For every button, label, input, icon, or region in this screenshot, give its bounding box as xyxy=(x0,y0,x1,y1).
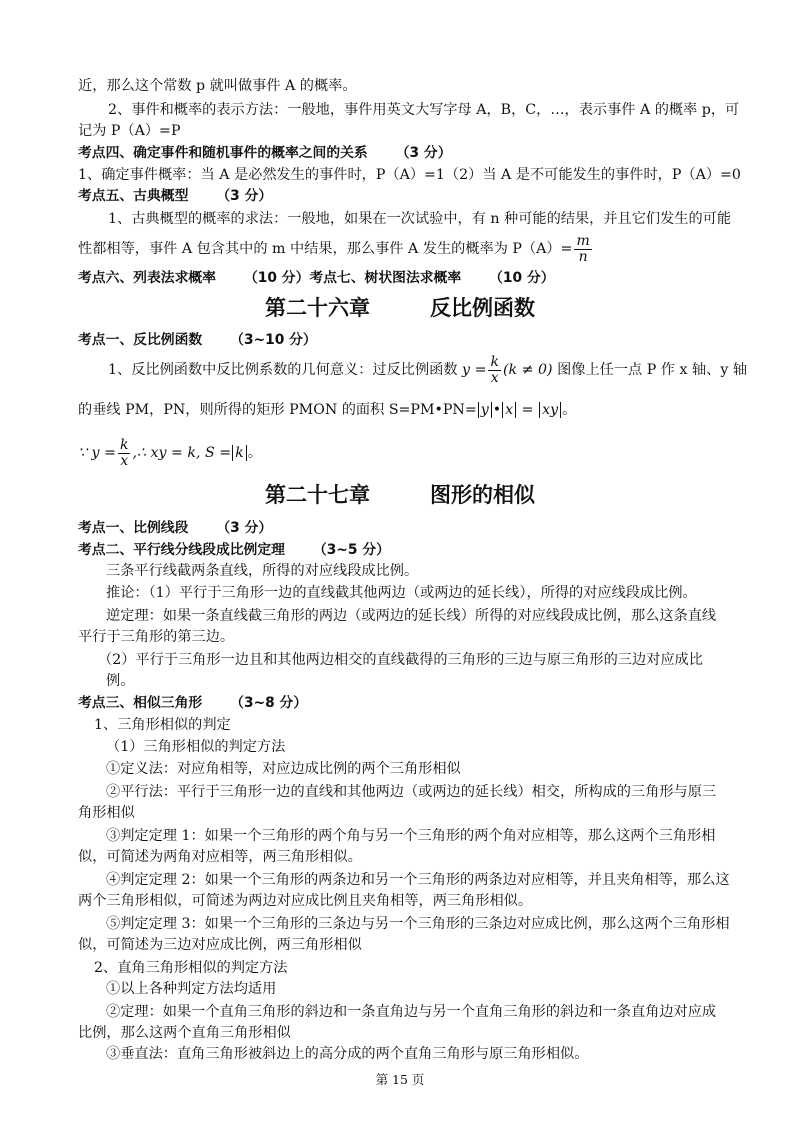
text-line: 1、确定事件概率：当 A 是必然发生的事件时，P（A）=1（2）当 A 是不可能发生的事件时，P（A）=0 xyxy=(78,167,741,183)
text-line: 近，那么这个常数 p 就叫做事件 A 的概率。 xyxy=(78,78,357,94)
text-line: ∵ y = $\frac{k}{x}$ ,∴ xy = k, S = k 。 xyxy=(78,436,262,469)
text-line: 平行于三角形的第三边。 xyxy=(78,629,235,645)
chapter-title: 第二十六章 反比例函数 xyxy=(265,296,535,320)
text-line: 比例，那么这两个直角三角形相似 xyxy=(78,1025,291,1041)
text-line: 例。 xyxy=(106,673,135,689)
text-line: ⑤判定定理 3：如果一个三角形的三条边与另一个三角形的三条边对应成比例，那么这两个三角形相 xyxy=(106,916,730,932)
text-line: 两个三角形相似，可简述为两边对应成比例且夹角相等，两三角形相似。 xyxy=(78,893,533,909)
text-line: （2）平行于三角形一边且和其他两边相交的直线截得的三角形的三边与原三角形的三边对应成比 xyxy=(98,652,703,668)
text-line: 1、三角形相似的判定 xyxy=(94,717,231,733)
text-line: 三条平行线截两条直线，所得的对应线段成比例。 xyxy=(106,563,419,579)
text-line: 性都相等，事件 A 包含其中的 m 中结果，那么事件 A 发生的概率为 P（A）= $\frac{m}{n}$ xyxy=(78,232,590,265)
section-heading: 考点二、平行线分线段成比例定理 （3~5 分） xyxy=(78,542,390,558)
text-line: ①定义法：对应角相等，对应边成比例的两个三角形相似 xyxy=(106,761,461,777)
text-line: ②定理：如果一个直角三角形的斜边和一条直角边与另一个直角三角形的斜边和一条直角边对应成 xyxy=(106,1004,717,1020)
text-line: 似，可简述为三边对应成比例，两三角形相似 xyxy=(78,937,362,953)
probability-fraction: $\frac{m}{n}$ xyxy=(576,232,590,265)
inverse-fraction: $\frac{k}{x}$ xyxy=(490,353,499,386)
section-heading: 考点一、反比例函数 （3~10 分） xyxy=(78,332,317,348)
section-heading: 考点六、列表法求概率 （10 分）考点七、树状图法求概率 （10 分） xyxy=(78,270,555,286)
text-line: 的垂线 PM，PN，则所得的矩形 PMON 的面积 S=PM•PN= y • x = xy 。 xyxy=(78,402,577,418)
chapter-title: 第二十七章 图形的相似 xyxy=(265,483,535,507)
text-line: （1）三角形相似的判定方法 xyxy=(106,739,286,755)
text-line: ④判定定理 2：如果一个三角形的两条边和另一个三角形的两条边对应相等，并且夹角相等，那么这 xyxy=(106,872,730,888)
text-line: 逆定理：如果一条直线截三角形的两边（或两边的延长线）所得的对应线段成比例，那么这条直线 xyxy=(106,608,717,624)
text-line: 记为 P（A）=P xyxy=(78,123,181,139)
text-line: ②平行法：平行于三角形一边的直线和其他两边（或两边的延长线）相交，所构成的三角形与原三 xyxy=(106,784,717,800)
text-line: 1、古典概型的概率的求法：一般地，如果在一次试验中，有 n 种可能的结果，并且它们发生的可能 xyxy=(108,211,732,227)
page-number: 第 15 页 xyxy=(375,1072,425,1087)
text-line: 2、直角三角形相似的判定方法 xyxy=(94,960,288,976)
text-line: 似，可简述为两角对应相等，两三角形相似。 xyxy=(78,849,362,865)
text-line: ③垂直法：直角三角形被斜边上的高分成的两个直角三角形与原三角形相似。 xyxy=(106,1046,589,1062)
text-line: ①以上各种判定方法均适用 xyxy=(106,981,277,997)
text-line: ③判定定理 1：如果一个三角形的两个角与另一个三角形的两个角对应相等，那么这两个三角形相 xyxy=(106,828,716,844)
text-line: 1、反比例函数中反比例系数的几何意义：过反比例函数 y = $\frac{k}{x}$ (k ≠ 0) 图像上任一点 P 作 x 轴、y 轴 xyxy=(108,353,748,386)
section-heading: 考点四、确定事件和随机事件的概率之间的关系 （3 分） xyxy=(78,145,452,161)
section-heading: 考点一、比例线段 （3 分） xyxy=(78,520,273,536)
inverse-fraction-2: $\frac{k}{x}$ xyxy=(119,436,129,469)
section-heading: 考点五、古典概型 （3 分） xyxy=(78,188,273,204)
text-line: 2、事件和概率的表示方法：一般地，事件用英文大写字母 A，B，C，…，表示事件 A 的概率 p，可 xyxy=(108,102,740,118)
text-line: 推论：（1）平行于三角形一边的直线截其他两边（或两边的延长线），所得的对应线段成比例。 xyxy=(106,585,697,601)
text-line: 角形相似 xyxy=(78,805,135,821)
section-heading: 考点三、相似三角形 （3~8 分） xyxy=(78,695,308,711)
